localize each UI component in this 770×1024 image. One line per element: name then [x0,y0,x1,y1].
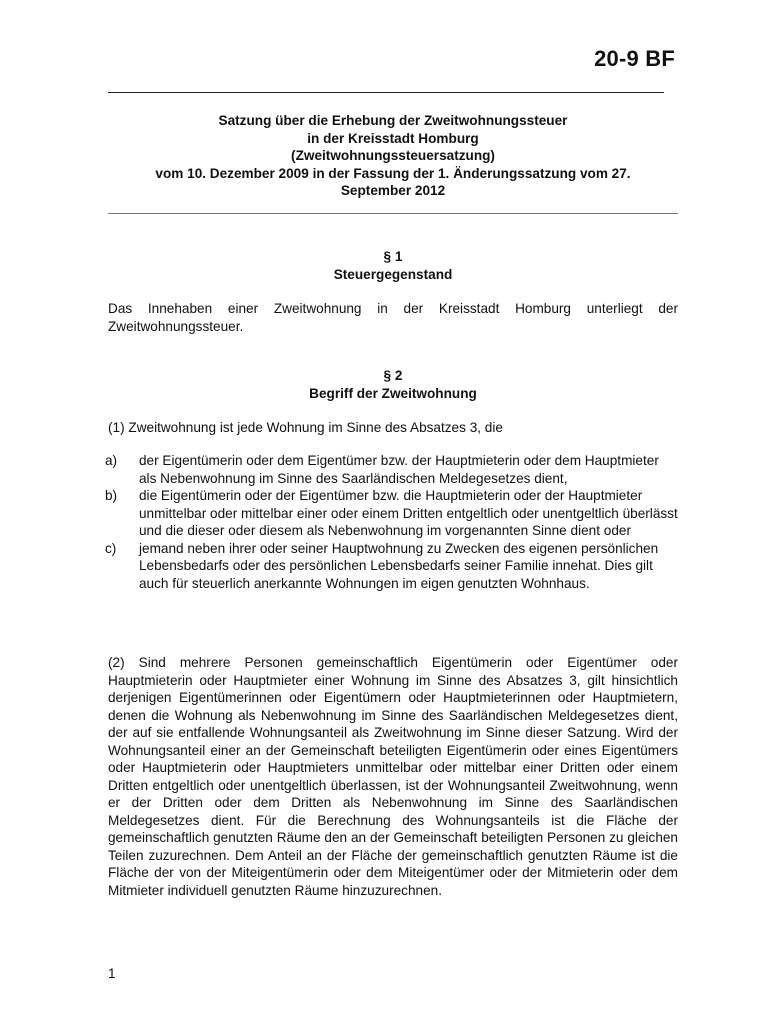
section-1-number: § 1 [383,249,403,264]
document-id: 20-9 BF [594,46,675,71]
title-line-4: vom 10. Dezember 2009 in der Fassung der 1. Änderungssatzung vom 27. [155,165,631,181]
section-2-heading [108,367,678,402]
section-2-number: § 2 [383,368,403,383]
page-number: 1 [108,966,116,981]
section-1-text: Das Innehaben einer Zweitwohnung in der Kreisstadt Homburg unterliegt der Zweitwohnungssteuer. [108,301,678,334]
header-rule [108,92,664,93]
title-line-1: Satzung über die Erhebung der Zweitwohnungssteuer [218,113,568,128]
list-item-label: a) [105,453,118,468]
title-line-5: September 2012 [340,183,446,198]
title-line-2: in der Kreisstadt Homburg [307,130,479,146]
list-item [105,540,678,593]
section-2-paragraph-2: (2) Sind mehrere Personen gemeinschaftlich Eigentümerin oder Eigentümer oder Hauptmieterin oder Hauptmieter einer Wohnung im Sinne des Absatzes 3, gilt hinsichtlich derjenigen Eigentümerinnen oder Eigentümern oder Hauptmieterinnen oder Hauptmietern, denen die Wohnung als Nebenwohnung im Sinne des Saarländischen Meldegesetzes dient, der auf sie entfallende Wohnungsanteil als Zweitwohnung im Sinne dieser Satzung. Wird der Wohnungsanteil einer an der Gemeinschaft beteiligten Eigentümerin oder eines Eigentümers oder Hauptmieterin oder Hauptmieters unmittelbar oder mittelbar einer Dritten oder einem Dritten entgeltlich oder unentgeltlich überlassen, ist der Wohnungsanteil Zweitwohnung, wenn er der Dritten oder dem Dritten als Nebenwohnung im Sinne des Saarländischen Meldegesetzes dient. Für die Berechnung des Wohnungsanteils ist die Fläche der gemeinschaftlich genutzten Räume den an der Gemeinschaft beteiligten Personen zu gleichen Teilen zuzurechnen. Dem Anteil an der Fläche der gemeinschaftlich genutzten Räume ist die Fläche der von der Miteigentümerin oder dem Miteigentümer oder der Mitmieterin oder dem Mitmieter individuell genutzten Räume hinzuzurechnen. [108,655,678,898]
section-2-title: Begriff der Zweitwohnung [309,385,477,401]
list-item-text: jemand neben ihrer oder seiner Hauptwohnung zu Zwecken des eigenen persönlichen Lebensbedarfs oder des persönlichen Lebensbedarfs seiner Familie innehat. Dies gilt auch für steuerlich anerkannte Wohnungen im eigen genutzten Wohnhaus. [139,540,659,591]
section-1-heading [108,248,678,283]
title-rule [108,213,678,214]
section-1-title: Steuergegenstand [333,266,453,282]
list-item [105,487,678,540]
list-item [105,452,678,487]
section-2-list [105,452,678,592]
list-item-text: die Eigentümerin oder der Eigentümer bzw. die Hauptmieterin oder der Hauptmieter unmittelbar oder mittelbar einer oder einem Dritten entgeltlich oder unentgeltlich überlässt und die dieser oder diesem als Nebenwohnung im vorgenannten Sinne dient oder [139,488,678,538]
section-2-paragraph-1: (1) Zweitwohnung ist jede Wohnung im Sinne des Absatzes 3, die [108,420,503,435]
list-item-label: b) [105,488,118,503]
list-item-text: der Eigentümerin oder dem Eigentümer bzw. der Hauptmieterin oder dem Hauptmieter als Nebenwohnung im Sinne des Saarländischen Meldegesetzes dient, [139,453,659,486]
title-line-3: (Zweitwohnungssteuersatzung) [291,148,495,163]
document-title [108,112,678,200]
list-item-label: c) [105,540,117,556]
